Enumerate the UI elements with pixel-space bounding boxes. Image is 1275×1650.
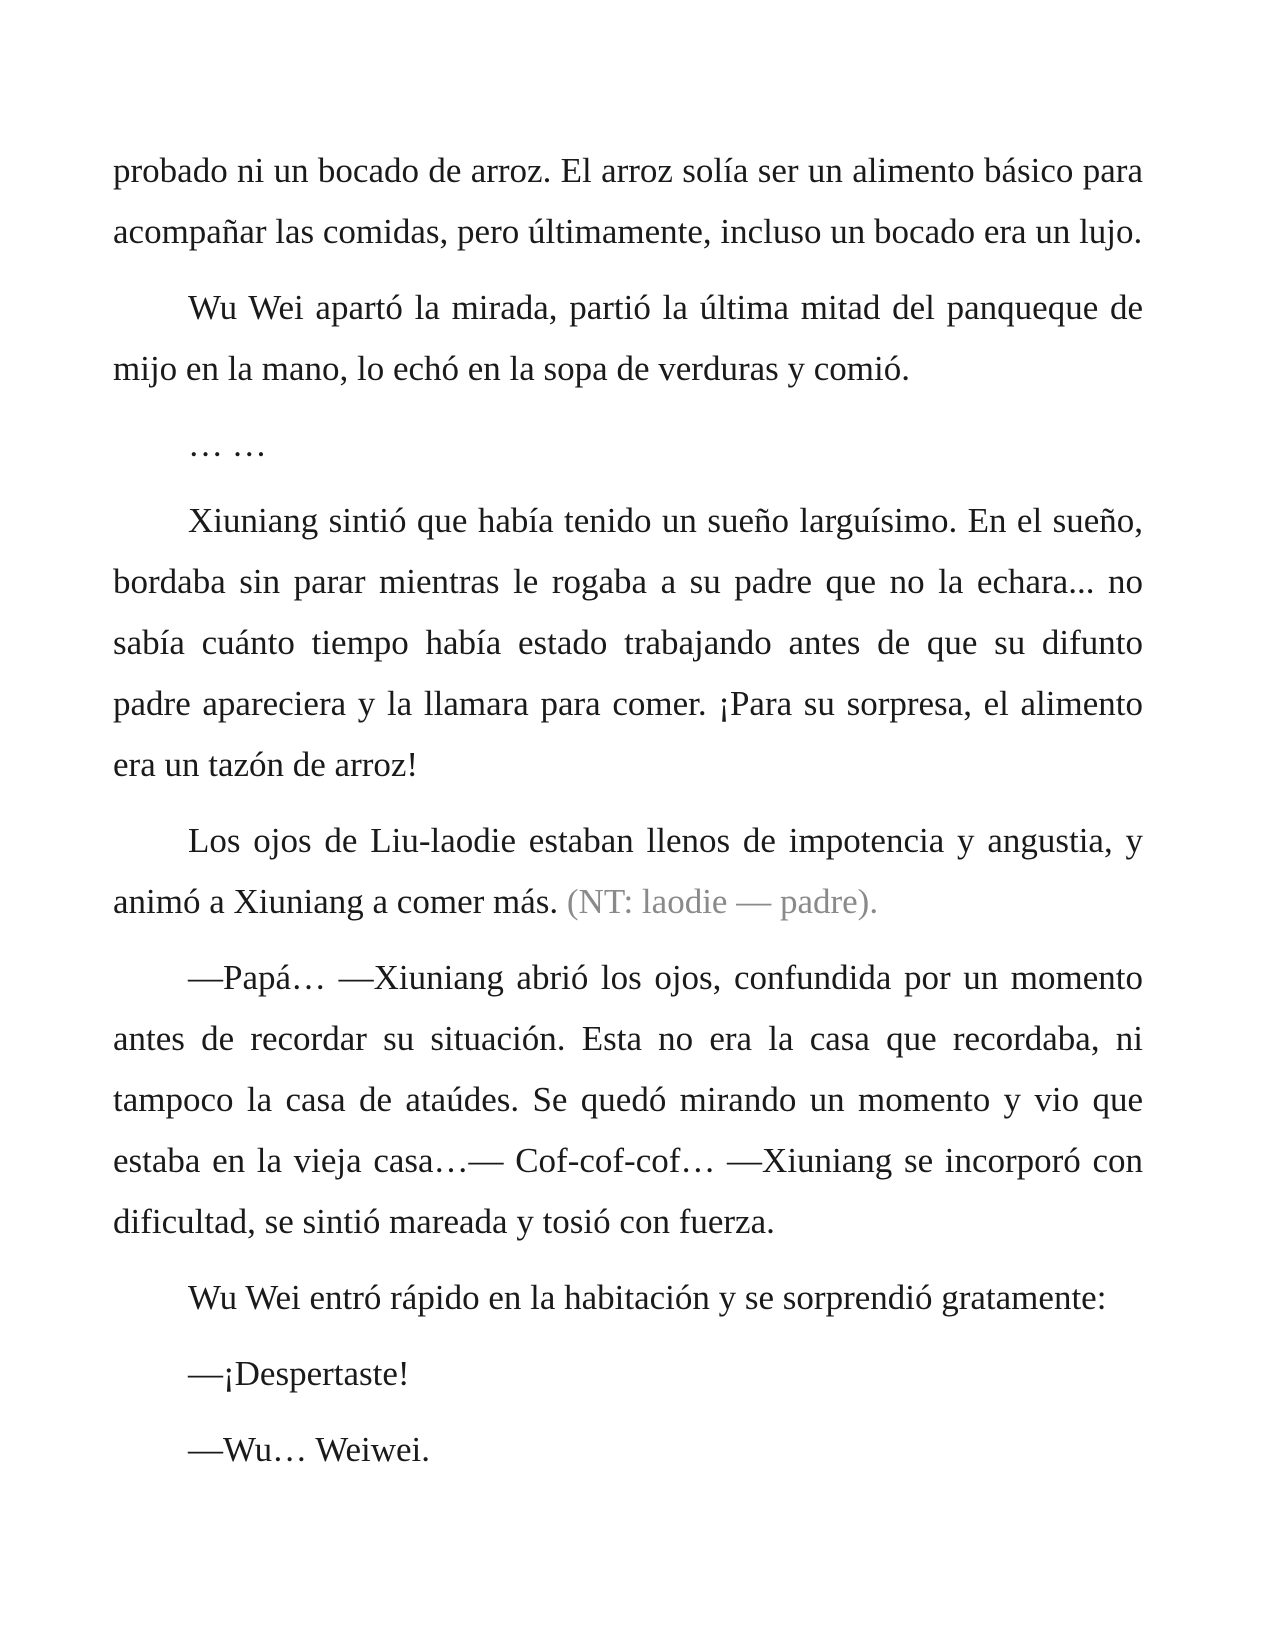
scene-break-ellipsis: … … <box>188 425 267 464</box>
dialogue-line-weiwei <box>113 1419 1143 1480</box>
dialogue-text: —Wu… Weiwei. <box>188 1430 431 1469</box>
paragraph-text: Xiuniang sintió que había tenido un sueño larguísimo. En el sueño, bordaba sin parar mientras le rogaba a su padre que no la echara... no sabía cuánto tiempo había estado trabajando antes de que su difunto padre apareciera y la llamara para comer. ¡Para su sorpresa, el alimento era un tazón de arroz! <box>113 501 1143 784</box>
translator-note: (NT: laodie — padre). <box>566 882 879 921</box>
dialogue-text: —¡Despertaste! <box>188 1354 410 1393</box>
paragraph-text: Wu Wei entró rápido en la habitación y se sorprendió gratamente: <box>188 1278 1107 1317</box>
paragraph-wu-wei-eats <box>113 277 1143 399</box>
paragraph-xiuniang-wakes <box>113 947 1143 1252</box>
paragraph-text: —Papá… —Xiuniang abrió los ojos, confundida por un momento antes de recordar su situación. Esta no era la casa que recordaba, ni tampoco la casa de ataúdes. Se quedó mirando un momento y vio que estaba en la vieja casa…— Cof-cof-cof… —Xiuniang se incorporó con dificultad, se sintió mareada y tosió con fuerza. <box>113 958 1143 1241</box>
document-page <box>113 140 1143 1495</box>
paragraph-rice-luxury <box>113 140 1143 262</box>
paragraph-text: Wu Wei apartó la mirada, partió la última mitad del panqueque de mijo en la mano, lo echó en la sopa de verduras y comió. <box>113 288 1143 388</box>
paragraph-liu-laodie <box>113 810 1143 932</box>
paragraph-text: probado ni un bocado de arroz. El arroz solía ser un alimento básico para acompañar las comidas, pero últimamente, incluso un bocado era un lujo. <box>113 151 1143 251</box>
paragraph-wu-wei-enters <box>113 1267 1143 1328</box>
paragraph-xiuniang-dream <box>113 490 1143 795</box>
scene-break <box>113 414 1143 475</box>
paragraph-text: Los ojos de Liu-laodie estaban llenos de impotencia y angustia, y animó a Xiuniang a comer más. <box>113 821 1143 921</box>
dialogue-line-awake <box>113 1343 1143 1404</box>
